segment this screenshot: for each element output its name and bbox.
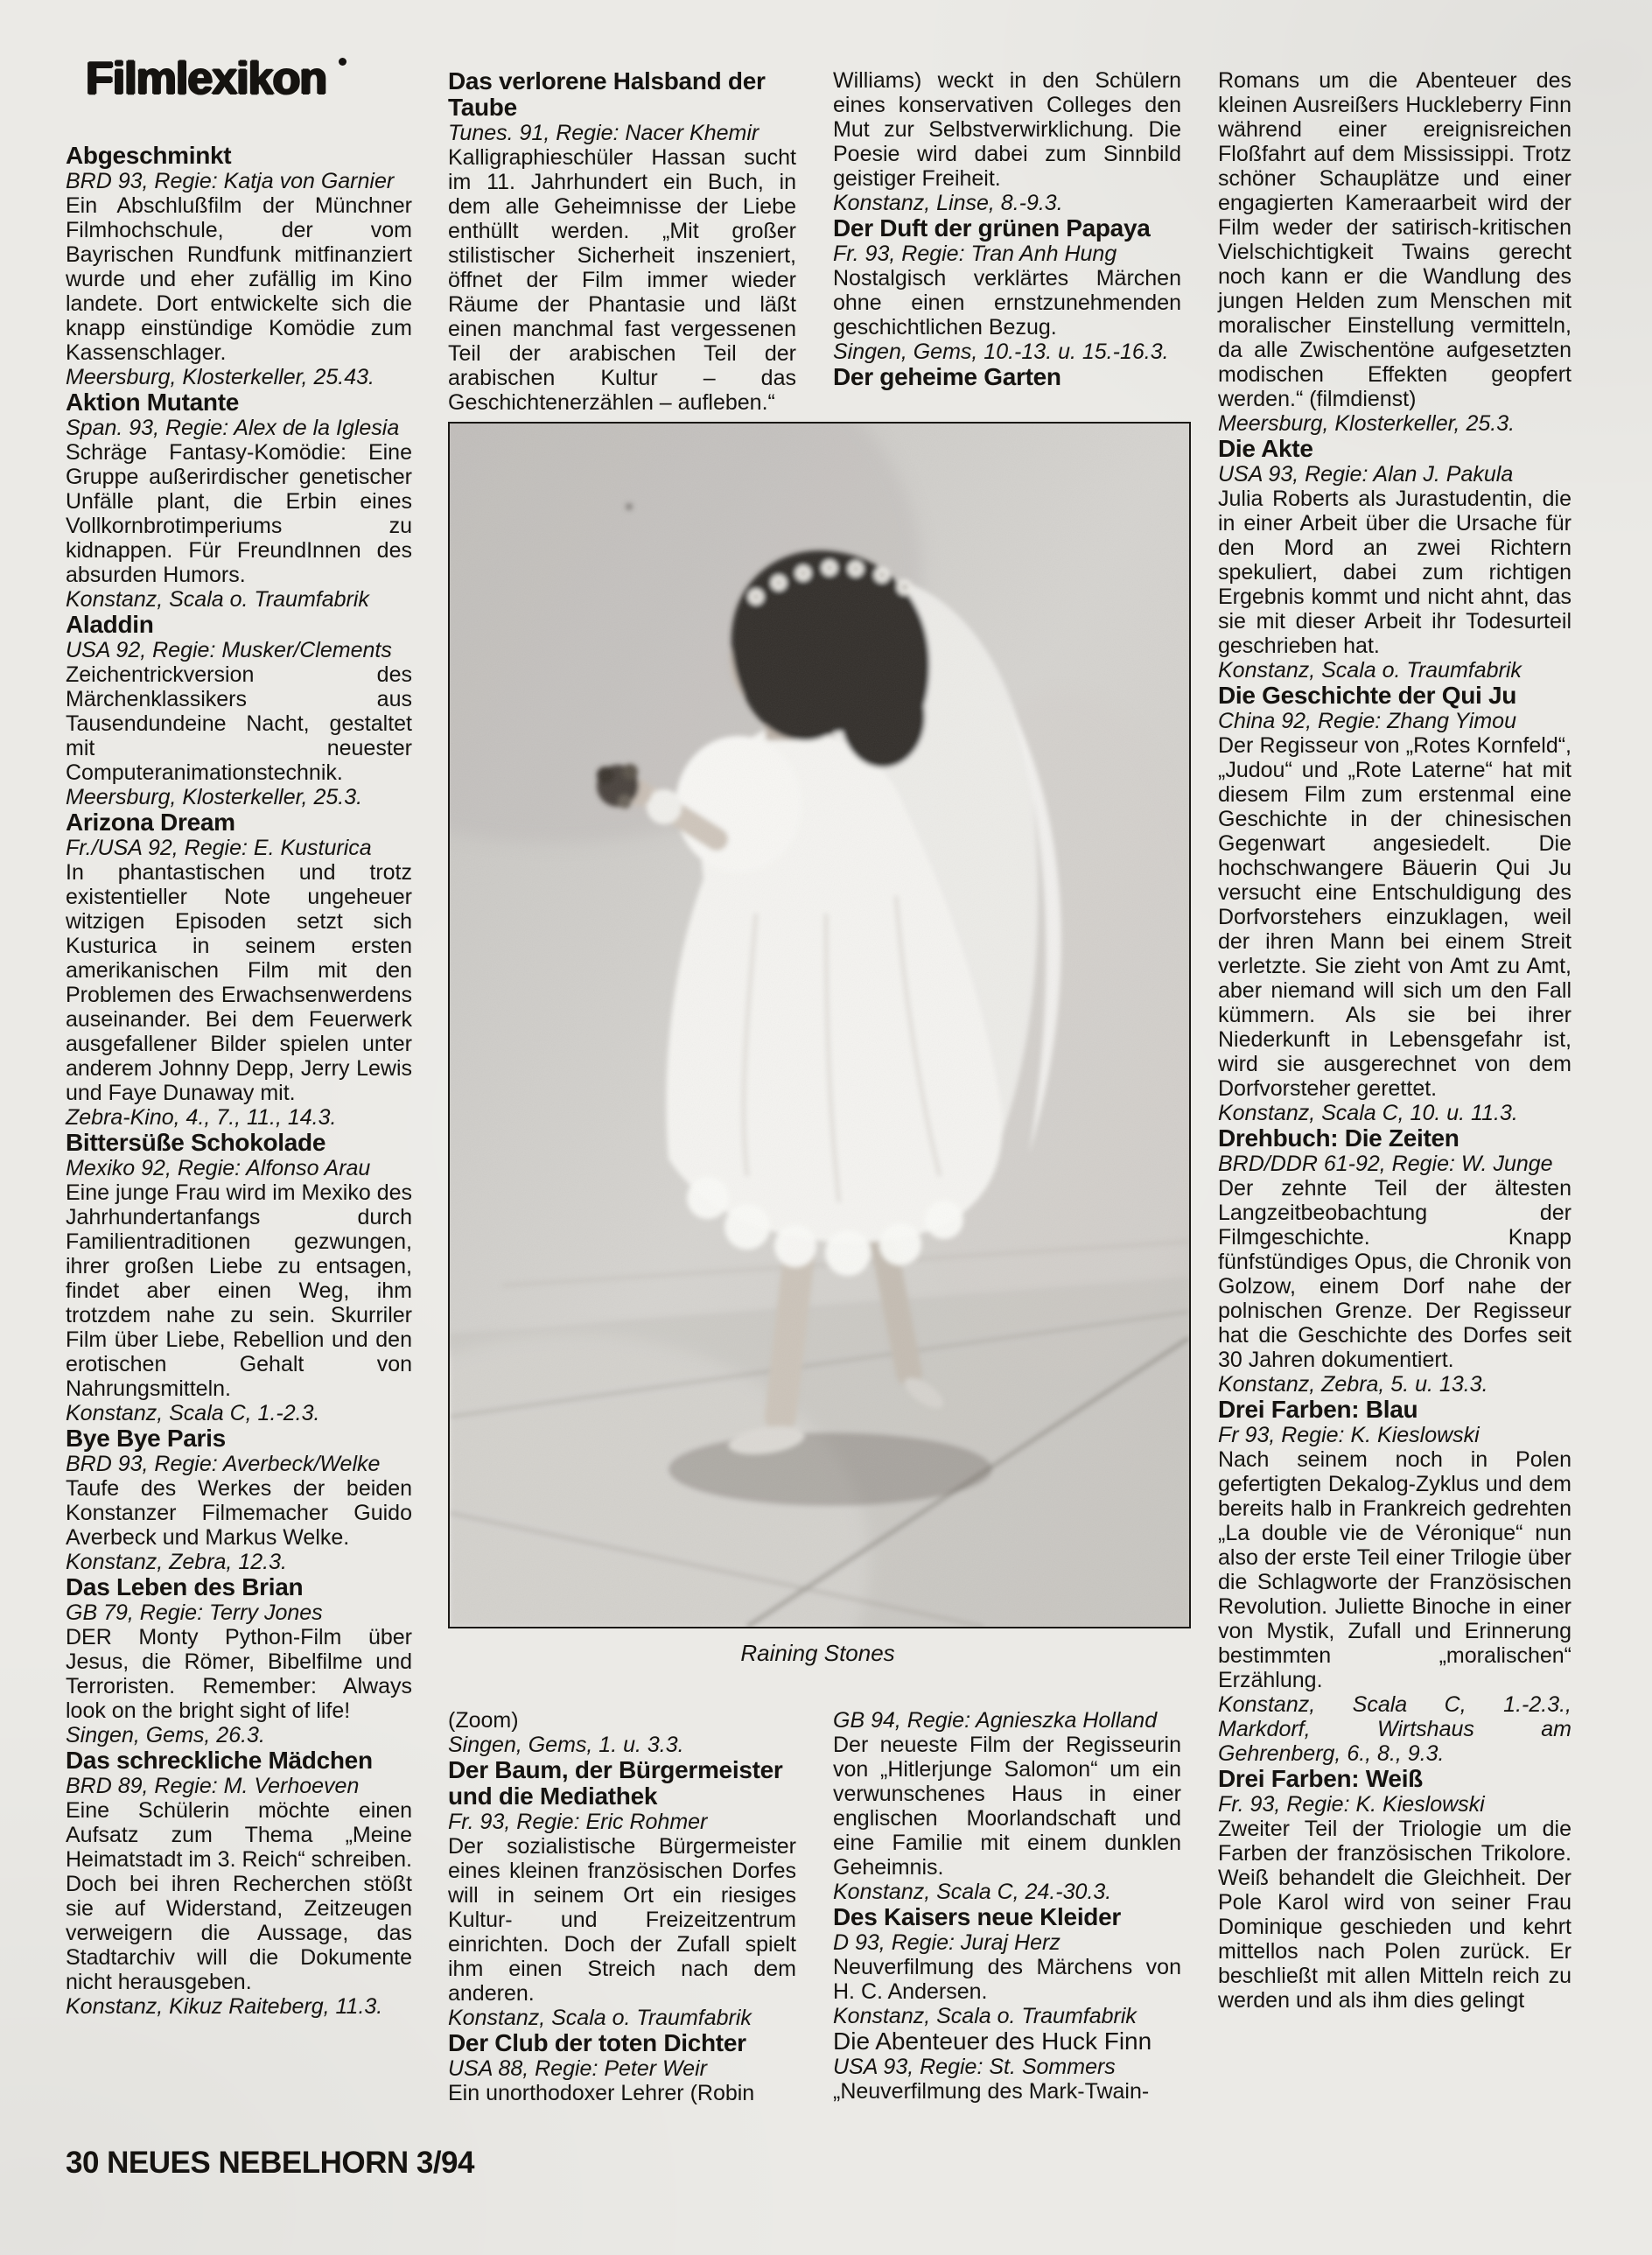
film-venue: Konstanz, Scala o. Traumfabrik (1218, 658, 1522, 683)
film-entry (448, 1757, 796, 2030)
film-credit: Tunes. 91, Regie: Nacer Khemir (448, 121, 760, 145)
film-description: Nach seinem noch in Polen gefertigten Dekalog-Zyklus und dem bereits halb in Frankreich gedrehten „La double vie de Véronique“ nun also der erste Teil einer Trilogie über die Schlagworte der Französischen Revolution. Juliette Binoche in einer von Mystik, Zufall und Erinnerung bestimmten „moralischen“ Erzählung. (1218, 1447, 1572, 1692)
film-credit: Mexiko 92, Regie: Alfonso Arau (66, 1156, 371, 1180)
film-description: Der Regisseur von „Rotes Kornfeld“, „Judou“ und „Rote Laterne“ hat mit diesem Film zum erstenmal eine Geschichte in der chinesischen Gegenwart angesiedelt. Die hochschwangere Bäuerin Qui Ju versucht eine Entschuldigung des Dorfvorstehers einzuklagen, weil der ihren Mann bei einem Streit verletzte. Sie zieht von Amt zu Amt, aber niemand will sich um den Fall kümmern. Als sie bei ihrer Niederkunft in Lebensgefahr ist, wird sie ausgerechnet von dem Dorfvorsteher gerettet. (1218, 733, 1572, 1101)
film-description: Julia Roberts als Jurastudentin, die in einer Arbeit über die Ursache für den Mord an zwei Richtern spekuliert, dabei zum richtigen Ergebnis kommt und nicht ahnt, das sie mit dieser Arbeit ihr Todesurteil geschrieben hat. (1218, 487, 1572, 658)
photo-caption: Raining Stones (740, 1640, 895, 1666)
film-venue: Singen, Gems, 26.3. (66, 1723, 265, 1747)
column-3-top (833, 68, 1181, 390)
film-entry (1218, 1766, 1572, 2013)
film-entry (448, 2030, 796, 2105)
film-entry (833, 215, 1181, 364)
film-credit: Fr. 93, Regie: K. Kieslowski (1218, 1792, 1485, 1817)
film-title: Die Geschichte der Qui Ju (1218, 682, 1517, 709)
film-credit: GB 79, Regie: Terry Jones (66, 1600, 323, 1625)
column-2-top (448, 68, 796, 415)
film-description: Zeichentrickversion des Märchenklassikers aus Tausendundeine Nacht, gestaltet mit neuester Computeranimationstechnik. (66, 662, 412, 785)
film-venue: Konstanz, Kikuz Raiteberg, 11.3. (66, 1994, 383, 2019)
film-title: Arizona Dream (66, 809, 235, 836)
film-description: Romans um die Abenteuer des kleinen Ausreißers Huckleberry Finn während einer ereignisreichen Floßfahrt auf dem Mississippi. Trotz schöner Schauplätze und einer engagierten Kameraarbeit wird der Film weder der satirisch-kritischen Vielschichtigkeit Twains gerecht noch kann er die Wandlung des jungen Helden zum Menschen mit moralischer Einstellung vermitteln, da alle Zwischentöne aufgesetzten modischen Effekten geopfert werden.“ (filmdienst) (1218, 68, 1572, 411)
film-credit: USA 93, Regie: St. Sommers (833, 2055, 1116, 2079)
film-description: Der zehnte Teil der ältesten Langzeitbeobachtung der Filmgeschichte. Knapp fünfstündiges Opus, die Chronik von Golzow, einem Dorf nahe der polnischen Grenze. Der Regisseur hat die Geschichte des Dorfes seit 30 Jahren dokumentiert. (1218, 1176, 1572, 1372)
column-4 (1218, 68, 1572, 2013)
film-description: Williams) weckt in den Schülern eines konservativen Colleges den Mut zur Selbstverwirklichung. Die Poesie wird dabei zum Sinnbild geistiger Freiheit. (833, 68, 1181, 191)
film-credit: BRD/DDR 61-92, Regie: W. Junge (1218, 1152, 1553, 1176)
film-credit: Fr. 93, Regie: Eric Rohmer (448, 1810, 708, 1834)
film-venue: Konstanz, Scala C, 1.-2.3. (66, 1401, 320, 1425)
film-title: Aktion Mutante (66, 389, 240, 416)
film-description: In phantastischen und trotz existentieller Note ungeheuer witzigen Episoden setzt sich Kusturica in seinem ersten amerikanischen Film mit den Problemen des Erwachsenwerdens auseinander. Bei dem Feuerwerk ausgefallener Bilder spielen unter anderem Johnny Depp, Jerry Lewis und Faye Dunaway mit. (66, 860, 412, 1105)
column-3-bottom (833, 1708, 1181, 2104)
film-entry (1218, 68, 1572, 436)
film-venue: Konstanz, Zebra, 12.3. (66, 1550, 287, 1574)
film-description: Nostalgisch verklärtes Märchen ohne einen ernstzunehmenden geschichtlichen Bezug. (833, 266, 1181, 340)
film-title: Die Akte (1218, 435, 1313, 462)
film-entry (66, 1574, 412, 1747)
film-entry (66, 809, 412, 1130)
film-venue: Singen, Gems, 10.-13. u. 15.-16.3. (833, 340, 1169, 364)
film-title: Der geheime Garten (833, 363, 1061, 390)
film-title: Drei Farben: Weiß (1218, 1765, 1423, 1792)
film-entry (66, 1425, 412, 1574)
film-credit: D 93, Regie: Juraj Herz (833, 1930, 1060, 1955)
film-entry (448, 1708, 796, 1757)
film-title: Das schreckliche Mädchen (66, 1747, 373, 1774)
film-title: Das verlorene Halsband der Taube (448, 67, 766, 121)
film-credit: Fr 93, Regie: K. Kieslowski (1218, 1423, 1480, 1447)
film-description: Der neueste Film der Regisseurin von „Hitlerjunge Salomon“ um ein verwunschenes Haus in einer englischen Moorlandschaft und eine Familie mit einem dunklen Geheimnis. (833, 1733, 1181, 1880)
film-description: Neuverfilmung des Märchens von H. C. Andersen. (833, 1955, 1181, 2004)
film-credit: China 92, Regie: Zhang Yimou (1218, 709, 1516, 733)
film-entry (833, 1904, 1181, 2028)
film-venue: Meersburg, Klosterkeller, 25.43. (66, 365, 374, 389)
film-description: Zweiter Teil der Triologie um die Farben der französischen Trikolore. Weiß behandelt die Gleichheit. Der Pole Karol wird von seiner Frau Dominique geschieden und kehrt mittellos nach Polen zurück. Er beschließt mit allen Mitteln reich zu werden und als ihm dies gelingt (1218, 1817, 1572, 2013)
film-credit: GB 94, Regie: Agnieszka Holland (833, 1708, 1158, 1733)
film-venue: Konstanz, Scala C, 24.-30.3. (833, 1880, 1112, 1904)
film-description: Eine Schülerin möchte einen Aufsatz zum Thema „Meine Heimatstadt im 3. Reich“ schreiben. Doch bei ihren Recherchen stößt sie auf Widerstand, Zeitzeugen verweigern die Aussage, das Stadtarchiv will die Dokumente nicht herausgeben. (66, 1798, 412, 1994)
column-1 (66, 143, 412, 2019)
film-credit: BRD 93, Regie: Averbeck/Welke (66, 1452, 381, 1476)
film-venue: Konstanz, Scala o. Traumfabrik (66, 587, 369, 612)
film-still-photo (448, 422, 1191, 1628)
film-venue: Konstanz, Scala C, 1.-2.3., Markdorf, Wirtshaus am Gehrenberg, 6., 8., 9.3. (1218, 1692, 1572, 1766)
film-entry (833, 364, 1181, 390)
film-entry (1218, 1125, 1572, 1397)
column-2-bottom (448, 1708, 796, 2105)
film-credit: BRD 93, Regie: Katja von Garnier (66, 169, 395, 193)
film-title: Abgeschminkt (66, 142, 232, 169)
film-description: Taufe des Werkes der beiden Konstanzer Filmemacher Guido Averbeck und Markus Welke. (66, 1476, 412, 1550)
page-footer: 30 NEUES NEBELHORN 3/94 (66, 2146, 474, 2180)
film-credit: Span. 93, Regie: Alex de la Iglesia (66, 416, 400, 440)
film-entry (1218, 683, 1572, 1125)
film-venue: Konstanz, Scala o. Traumfabrik (448, 2006, 752, 2030)
film-credit: Fr. 93, Regie: Tran Anh Hung (833, 242, 1117, 266)
logo-dot (339, 58, 346, 66)
film-description: Eine junge Frau wird im Mexiko des Jahrhundertanfangs durch Familientraditionen gezwungen, ihrer großen Liebe zu entsagen, findet aber einen Weg, ihm trotzdem nahe zu sein. Skurriler Film über Liebe, Rebellion und den erotischen Gehalt von Nahrungsmitteln. (66, 1180, 412, 1401)
film-credit: Fr./USA 92, Regie: E. Kusturica (66, 836, 372, 860)
film-description: Schräge Fantasy-Komödie: Eine Gruppe außerirdischer genetischer Unfälle plant, die Erbin eines Vollkornbrotimperiums zu kidnappen. Für FreundInnen des absurden Humors. (66, 440, 412, 587)
film-description: Der sozialistische Bürgermeister eines kleinen französischen Dorfes will in seinem Ort ein riesiges Kultur- und Freizeitzentrum einrichten. Doch der Zufall spielt ihm einen Streich nach dem anderen. (448, 1834, 796, 2006)
page-title-text: Filmlexikon (86, 53, 327, 104)
film-entry (66, 612, 412, 809)
film-description: Ein unorthodoxer Lehrer (Robin (448, 2081, 755, 2105)
film-venue: Meersburg, Klosterkeller, 25.3. (1218, 411, 1516, 436)
film-title: Drehbuch: Die Zeiten (1218, 1124, 1460, 1152)
film-title: Bittersüße Schokolade (66, 1129, 326, 1156)
film-entry (448, 68, 796, 415)
film-entry (833, 68, 1181, 215)
film-credit: USA 88, Regie: Peter Weir (448, 2056, 707, 2081)
film-title: Das Leben des Brian (66, 1573, 304, 1600)
film-venue: Zebra-Kino, 4., 7., 11., 14.3. (66, 1105, 337, 1130)
film-credit: USA 92, Regie: Musker/Clements (66, 638, 392, 662)
film-description: Ein Abschlußfilm der Münchner Filmhochschule, der vom Bayrischen Rundfunk mitfinanziert wurde und eher zufällig im Kino landete. Dort entwickelte sich die knapp einstündige Komödie zum Kassenschlager. (66, 193, 412, 365)
film-venue: Konstanz, Linse, 8.-9.3. (833, 191, 1063, 215)
film-title: Aladdin (66, 611, 154, 638)
film-title: Der Baum, der Bürgermeister und die Mediathek (448, 1756, 783, 1810)
page-title (86, 53, 346, 105)
film-venue: Konstanz, Scala C, 10. u. 11.3. (1218, 1101, 1518, 1125)
entry-note: (Zoom) (448, 1708, 519, 1733)
film-venue: Singen, Gems, 1. u. 3.3. (448, 1733, 684, 1757)
film-title: Drei Farben: Blau (1218, 1396, 1418, 1423)
film-entry (66, 389, 412, 612)
film-still-illustration (450, 424, 1189, 1627)
film-entry (66, 143, 412, 389)
film-entry (1218, 436, 1572, 683)
film-title: Des Kaisers neue Kleider (833, 1903, 1121, 1930)
film-description: „Neuverfilmung des Mark-Twain- (833, 2079, 1150, 2104)
film-title: Der Duft der grünen Papaya (833, 214, 1151, 242)
film-description: Kalligraphieschüler Hassan sucht im 11. Jahrhundert ein Buch, in dem alle Geheimnisse der Liebe enthüllt werden. „Mit großer stilistischer Sicherheit inszeniert, öffnet der Film immer wieder Räume der Phantasie und läßt einen manchmal fast vergessenen Teil der arabischen Teil der arabischen Kultur – das Geschichtenerzählen – aufleben.“ (448, 145, 796, 415)
film-description: DER Monty Python-Film über Jesus, die Römer, Bibelfilme und Terroristen. Remember: Always look on the bright sight of life! (66, 1625, 412, 1723)
film-entry (833, 2028, 1181, 2104)
film-venue: Konstanz, Zebra, 5. u. 13.3. (1218, 1372, 1488, 1397)
film-title: Die Abenteuer des Huck Finn (833, 2027, 1152, 2055)
film-credit: BRD 89, Regie: M. Verhoeven (66, 1774, 360, 1798)
film-title: Bye Bye Paris (66, 1425, 226, 1452)
film-entry (66, 1130, 412, 1425)
film-venue: Meersburg, Klosterkeller, 25.3. (66, 785, 363, 809)
film-venue: Konstanz, Scala o. Traumfabrik (833, 2004, 1137, 2028)
film-entry (66, 1747, 412, 2019)
film-title: Der Club der toten Dichter (448, 2029, 746, 2056)
film-entry (1218, 1397, 1572, 1766)
film-credit: USA 93, Regie: Alan J. Pakula (1218, 462, 1514, 487)
film-entry (833, 1708, 1181, 1904)
